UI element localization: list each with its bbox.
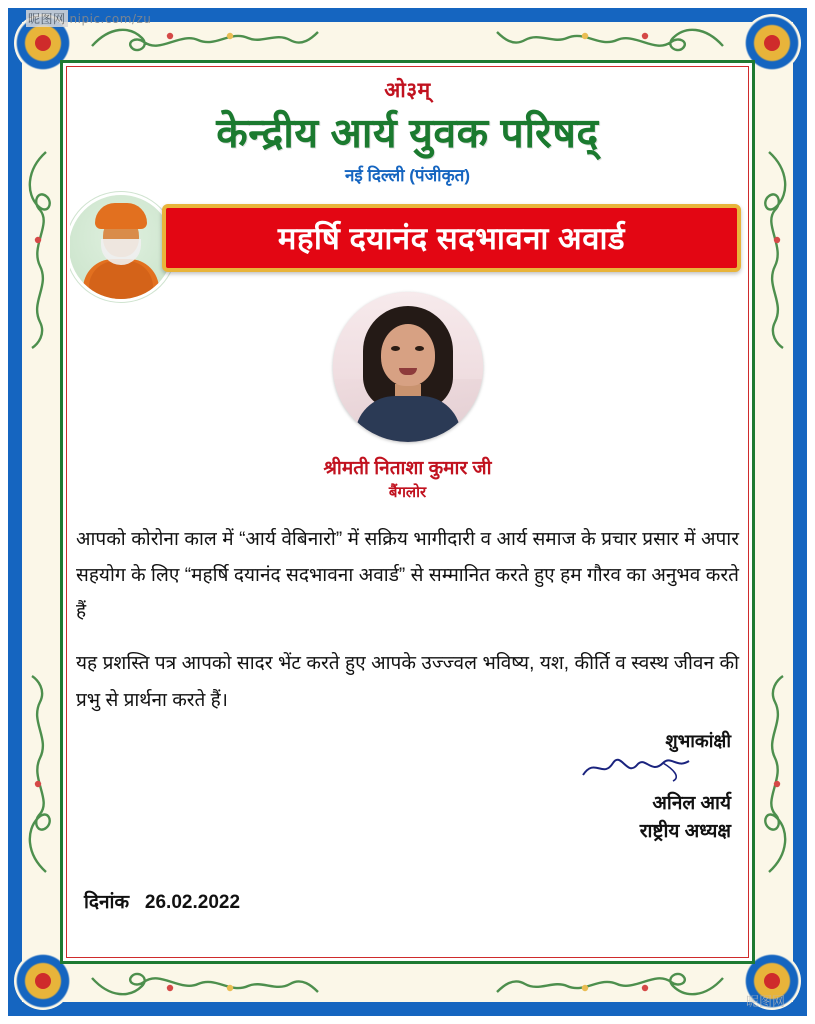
award-banner-row bbox=[70, 200, 745, 274]
body-paragraph-1: आपको कोरोना काल में “आर्य वेबिनारो” में सक्रिय भागीदारी व आर्य समाज के प्रचार प्रसार में अपार सहयोग के लिए “महर्षि दयानंद सदभावना अवार्ड” से सम्मानित करते हुए हम गौरव का अनुभव करते हैं bbox=[76, 529, 739, 623]
om-symbol: ओ३म् bbox=[384, 79, 431, 102]
founder-portrait bbox=[70, 192, 176, 302]
date-value: 26.02.2022 bbox=[144, 892, 241, 913]
signature-block bbox=[70, 729, 745, 843]
organization-name: केन्द्रीय आर्य युवक परिषद् bbox=[216, 110, 599, 156]
watermark-top-prefix: 昵图网 bbox=[28, 12, 66, 26]
signature-greeting: शुभाकांक्षी bbox=[665, 730, 731, 751]
signature-mark-icon bbox=[70, 753, 731, 787]
body-paragraph-2: यह प्रशस्ति पत्र आपको सादर भेंट करते हुए आपके उज्ज्वल भविष्य, यश, कीर्ति व स्वस्थ जीवन की प्रभु से प्रार्थना करते हैं। bbox=[76, 653, 739, 711]
award-title-banner bbox=[162, 204, 741, 272]
date-line bbox=[84, 888, 240, 914]
recipient-name: श्रीमती निताशा कुमार जी bbox=[323, 458, 492, 480]
signatory-name: अनिल आर्य bbox=[652, 792, 731, 814]
certificate-body bbox=[70, 522, 745, 718]
award-title-text: महर्षि दयानंद सदभावना अवार्ड bbox=[277, 221, 626, 257]
watermark-top-text: nipic.com/zu bbox=[69, 12, 152, 26]
recipient-city: बैंगलोर bbox=[388, 484, 427, 502]
signatory-title: राष्ट्रीय अध्यक्ष bbox=[639, 820, 731, 842]
organization-subtitle: नई दिल्ली (पंजीकृत) bbox=[345, 166, 470, 186]
certificate-content bbox=[70, 70, 745, 954]
recipient-photo bbox=[333, 292, 483, 442]
watermark-top bbox=[26, 10, 151, 27]
watermark-bottom: 昵图网 bbox=[745, 995, 785, 1010]
date-label: दिनांक bbox=[84, 892, 130, 913]
